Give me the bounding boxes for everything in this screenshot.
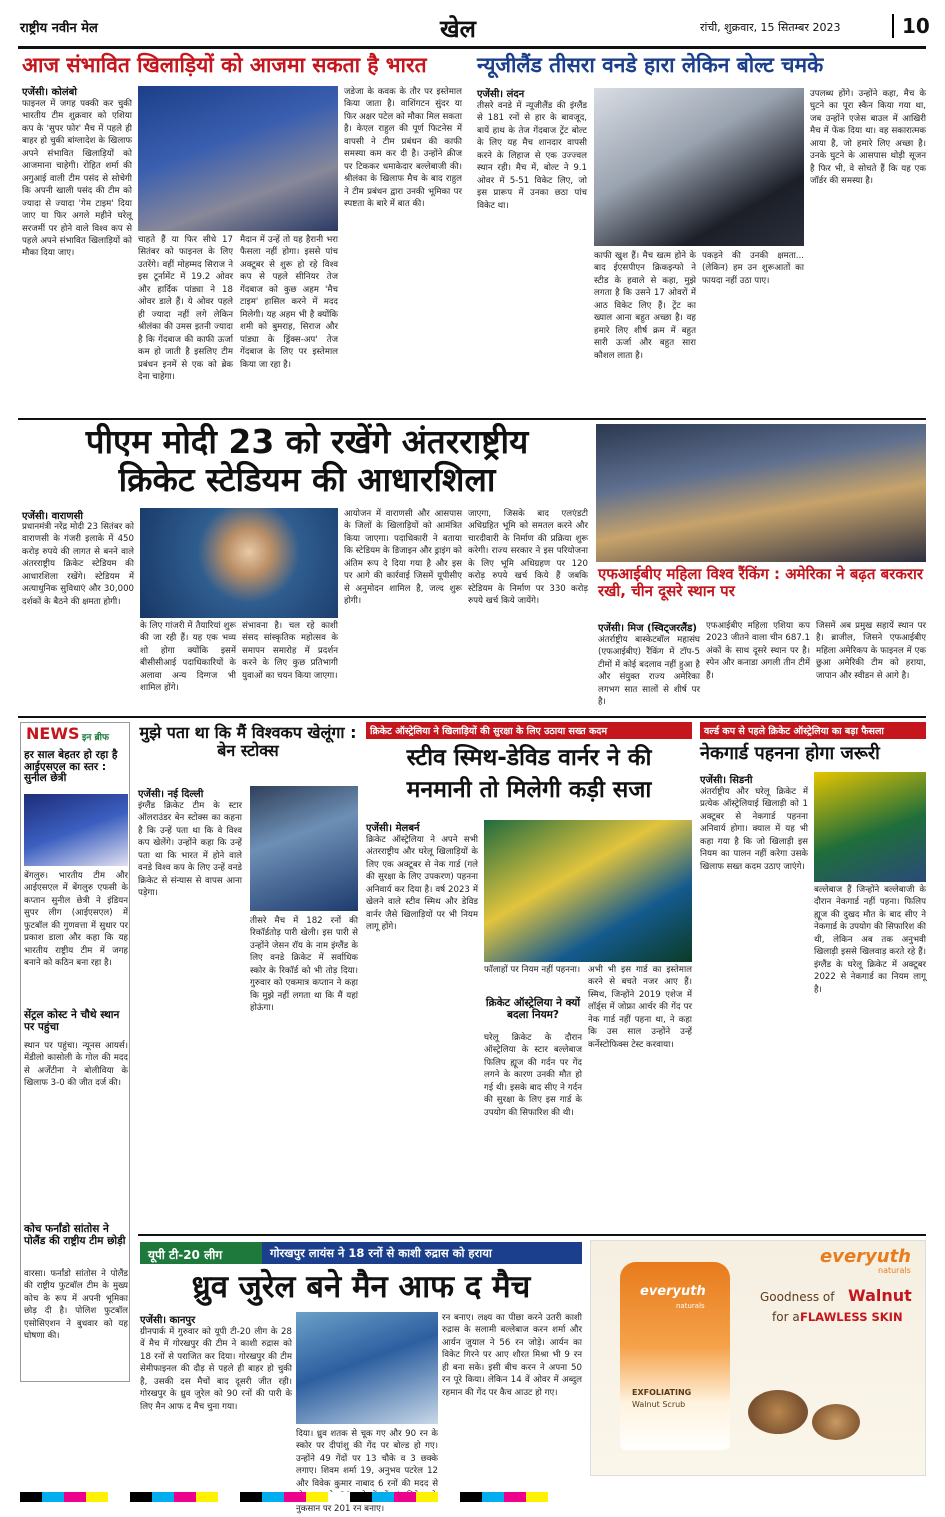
bolt-col1: तीसरे वनडे में न्यूजीलैंड की इंग्लैंड से 181 रनों से हार के बावजूद, बायें हाथ के तेज गेंदबाज ट्रेंट बोल्ट के लिए यह मैच शानदार वापसी करने के लिहाज से एक उज्ज्वल स्थान रही। मैच में, बोल्ट ने 9.1 ओवर में 5-51 विकेट लिए, जो इस प्रारूप में उनका छठा पांच विकेट था। [477, 101, 587, 211]
australia-team-photo [814, 772, 926, 882]
smith-subhead: क्रिकेट ऑस्ट्रेलिया ने क्यों बदला नियम? [485, 997, 581, 1021]
smith-caption: फॉलाहों पर नियम नहीं पहनना। [484, 965, 581, 975]
modi-byline: एजेंसी। वाराणसी [22, 511, 83, 522]
masthead-rule [18, 46, 926, 49]
fiba-headline: एफआईबीए महिला विश्व रैंकिंग : अमेरिका ने बढ़त बरकरार रखी, चीन दूसरे स्थान पर [598, 565, 923, 600]
brief2-headline: सेंट्रल कोस्ट ने चौथे स्थान पर पहुंचा [24, 1009, 120, 1033]
stokes-col2: तीसरे मैच में 182 रनों की रिकॉर्डतोड़ पारी खेली। इस पारी से उन्होंने जेसन रॉय के नाम इंग्लैंड के लिए वनडे क्रिकेट में सर्वाधिक स्कोर के रिकॉर्ड को भी तोड़ दिया। गुरुवार को एकमात्र कप्तान ने कहा कि मुझे नहीं लगता था कि मैं यहां होऊंगा। [250, 916, 358, 1014]
ad-tagline-suffix: FLAWLESS SKIN [800, 1310, 903, 1324]
modi-col4: आयोजन में वाराणसी और आसपास के जिलों के खिलाड़ियों को आमंत्रित किया जाएगा। पदाधिकारी ने बताया कि स्टेडियम के डिजाइन और ड्राइंग को अंतिम रूप दे दिया गया है और इस पर आगे की कार्रवाई जिसमें यूपीसीए से अनुमोदन शामिल है, जल्द शुरू होगी। [344, 509, 462, 607]
tube-brand-sub: naturals [676, 1302, 705, 1310]
walnut-image [812, 1404, 860, 1440]
color-registration-bar [20, 1492, 925, 1502]
bolt-col2: काफी खुश हैं। मैच खत्म होने के बाद ईएसपीएन क्रिकइन्फो ने स्टीड के हवाले से कहा, मुझे लगता है कि उसने 17 ओवरों में आठ विकेट लिए हैं। ट्रेंट का ख्याल आना बहुत अच्छा है। वह हमारे लिए शीर्ष क्रम में बहुत सारी ऊर्जा और बहुत सारा कौशल लाता है। [594, 251, 696, 361]
fiba-col2: एफआईबीए महिला एशिया कप 2023 जीतने वाला चीन 687.1 अंकों के साथ दूसरे स्थान पर है। स्पेन और कनाडा अगली तीन टीमें हैं। [706, 621, 810, 681]
asia-col3: मैदान में उन्हें तो यह हैरानी भरा फैसला नहीं होगा। इससे पांच अक्टूबर से शुरू हो रहे विश्व कप से पहले सीनियर तेज गेंदबाज को कुछ अहम 'मैच टाइम' हासिल करने में मदद मिलेगी। यह अहम भी है क्योंकि शमी को बुमराह, सिराज और पांड्या के ड्रिंक्स-अप' तेज गेंदबाज के लिए पर इस्तेमाल किया जा रहा है। [240, 235, 338, 370]
bolt-byline: एजेंसी। लंदन [477, 89, 525, 100]
bolt-caption: पकड़ने की उनकी क्षमता... (लेकिन) हम उन शुरूआतों का फायदा नहीं उठा पाए। [702, 251, 804, 286]
paper-name: राष्ट्रीय नवीन मेल [20, 21, 98, 36]
asia-headline: आज संभावित खिलाड़ियों को आजमा सकता है भारत [22, 53, 427, 77]
news-brief-subtitle: इन ब्रीफ [82, 733, 109, 743]
neckguard-kicker: वर्ल्ड कप से पहले क्रिकेट ऑस्ट्रेलिया का बड़ा फैसला [700, 722, 926, 739]
asia-col4: जडेजा के कवक के तौर पर इस्तेमाल किया जाता है। वाशिंगटन सुंदर या फिर अक्षर पटेल को मौका मिल सकता है। केएल राहुल की पूर्ण फिटनेस में वापसी ने टीम प्रबंधन की काफी समस्या कम कर दी है। उन्होंने क्रीज पर टिककर धमाकेदार बल्लेबाजी की। श्रीलंका के खिलाफ मैच के बाद राहुल ने टीम प्रबंधन द्वारा उनकी भूमिका पर स्पष्टता के बारे में बात की। [344, 87, 462, 210]
ad-tagline-highlight: Walnut [848, 1286, 912, 1305]
bolt-col3: उपलब्ध होंगे। उन्होंने कहा, मैच के घुटने का पूरा स्कैन किया गया था, जब उन्होंने एजेस बाउल में आखिरी मैच में फेंक दिया था। वह सकारात्मक आया है, जो हमारे लिए अच्छा है। उनके घुटने के आसपास थोड़ी सूजन है फिर भी, वे सोचते हैं कि यह एक जॉर्डर की समस्या है। [810, 89, 926, 187]
ad-brand-sub: naturals [878, 1266, 911, 1275]
tube-line1: EXFOLIATING [632, 1388, 692, 1397]
smith-col3: अभी भी इस गार्ड का इस्तेमाल करने से बचते नजर आए हैं। स्मिथ, जिन्होंने 2019 एशेज में लॉर्ड्स में जोफ्रा आर्चर की गेंद पर नेक गार्ड नहीं पहना था, ने कहा कि उस साल उन्होंने उन्हें कर्नेस्टोफिक्स टेस्ट करवाया। [588, 965, 692, 1050]
jurel-headline: ध्रुव जुरेल बने मैन आफ द मैच [191, 1269, 531, 1305]
stokes-headline: मुझे पता था कि मैं विश्वकप खेलूंगा : बेन स्टोक्स [139, 723, 357, 760]
neckguard-headline: नेकगार्ड पहनना होगा जरूरी [700, 743, 880, 764]
stokes-byline: एजेंसी। नई दिल्ली [138, 789, 204, 800]
neckguard-byline: एजेंसी। सिडनी [700, 775, 753, 786]
stokes-photo [250, 786, 358, 911]
ad-brand: everyuth [820, 1246, 911, 1267]
modi-headline-line1: पीएम मोदी 23 को रखेंगे अंतरराष्ट्रीय [85, 422, 529, 461]
brief2-body: स्थान पर पहुंचा। न्यूनस आयर्स। मेंडीलो कासोली के गोल की मदद से अर्जेंटीना ने बोलीविया के खिलाफ 3-0 की जीत दर्ज की। [24, 1041, 128, 1089]
smith-warner-photo [484, 820, 692, 962]
divider [18, 418, 926, 420]
modi-col3: संभावना है। चल रहे काशी संसद सांस्कृतिक महोत्सव के समापन समारोह में प्रदर्शन करने के लिए कुछ प्रतिभागी युवाओं का चयन किया जाएगा। [242, 621, 338, 681]
neckguard-col2: बल्लेबाज हैं जिन्होंने बल्लेबाजी के दौरान नेकगार्ड नहीं पहना। फिलिप ह्यूज की दुखद मौत के बाद सीए ने नेकगार्ड के उपयोग की सिफारिश की थी, लेकिन अब तक अनुभवी खिलाड़ी इससे खिलवाड़ करते रहे हैं। इंग्लैंड के घरेलू क्रिकेट में अक्टूबर 2022 से नेकगार्ड का नियम लागू है। [814, 885, 926, 995]
page-number: 10 [892, 14, 930, 38]
modi-col1: प्रधानमंत्री नरेंद्र मोदी 23 सितंबर को वाराणसी के गंजरी इलाके में 450 करोड़ रुपये की लागत से बनने वाले अंतरराष्ट्रीय क्रिकेट स्टेडियम की आधारशिला रखेंगे। स्टेडियम में अत्याधुनिक सुविधाएं और 30,000 दर्शकों के बैठने की क्षमता होगी। [22, 522, 134, 607]
modi-headline-line2: क्रिकेट स्टेडियम की आधारशिला [118, 460, 496, 499]
smith-headline-line1: स्टीव स्मिथ-डेविड वार्नर ने की [406, 745, 652, 771]
fiba-col1: अंतर्राष्ट्रीय बास्केटबॉल महासंघ (एफआईबीए) रैंकिंग में टॉप-5 टीमों में कोई बदलाव नहीं हुआ है और संयुक्त राज्य अमेरिका लगभग सात सालों से शीर्ष पर है। [598, 635, 700, 708]
india-team-photo [138, 86, 338, 231]
jurel-col3: रन बनाए। लक्ष्य का पीछा करने उतरी काशी रुद्रास के सलामी बल्लेबाज करन शर्मा और आर्यन जुयाल ने 56 रन जोड़े। आर्यन का विकेट गिरने पर आए शौरत मिश्रा भी 9 रन ही बना सके। इसी बीच करन ने अपना 50 रन पूरे किया। लेकिन 14 वें ओवर में अब्दुल रहमान की गेंद पर कैच आउट हो गए। [442, 1313, 582, 1398]
brief3-body: वारसा। फर्नांडो सांतोस ने पोलैंड की राष्ट्रीय फुटबॉल टीम के मुख्य कोच के रूप में अपनी भूमिका छोड़ दी है। पोलिश फुटबॉल एसोसिएशन ने बुधवार को यह घोषणा की। [24, 1269, 128, 1342]
fiba-byline: एजेंसी। मिज (स्विट्जरलैंड) [598, 623, 697, 634]
divider [18, 716, 926, 718]
section-title: खेल [440, 15, 476, 43]
walnut-image [748, 1390, 808, 1434]
jurel-col1: ग्रीनपार्क में गुरुवार को यूपी टी-20 लीग के 28 वें मैच में गोरखपुर की टीम ने काशी रुद्रास को 18 रनों से पराजित कर दिया। गोरखपुर की टीम सेमीफाइनल की दौड़ से पहले ही बाहर हो चुकी है, उसकी दस मैचों बाद दूसरी जीत रही। गोरखपुर के ध्रुव जुरेल को 90 रनों की पारी के लिए मैन आफ द मैच चुना गया। [140, 1327, 292, 1412]
brief3-headline: कोच फर्नांडो सांतोस ने पोलैंड की राष्ट्रीय टीम छोड़ी [24, 1223, 126, 1247]
smith-col1: क्रिकेट ऑस्ट्रेलिया ने अपने सभी अंतरराष्ट्रीय और घरेलू खिलाड़ियों के लिए एक अक्टूबर से नेक गार्ड (गले की सुरक्षा के लिए उपकरण) पहनना अनिवार्य कर दिया है। वर्ष 2023 में खेलने वाले स्टीव स्मिथ और डेविड वार्नर जैसे खिलाड़ियों पर भी नियम लागू होंगे। [366, 835, 478, 933]
bolt-photo [594, 88, 804, 246]
modi-photo [140, 508, 338, 618]
chhetri-photo [24, 794, 128, 866]
basketball-photo [596, 424, 926, 562]
jurel-strap: गोरखपुर लायंस ने 18 रनों से काशी रुद्रास को हराया [262, 1242, 582, 1264]
neckguard-col1: अंतर्राष्ट्रीय और घरेलू क्रिकेट में प्रत्येक ऑस्ट्रेलियाई खिलाड़ी को 1 अक्टूबर से नेकगार्ड पहनना अनिवार्य होगा। क्याल में यह भी कहा गया है कि जो खिलाड़ी इस नियम का पालन नहीं करेगा उसके खिलाफ सख्त कदम उठाए जाएंगे। [700, 787, 808, 872]
news-brief-title: NEWS [26, 724, 80, 743]
modi-col5: जाएगा, जिसके बाद एलएंडटी अधिग्रहित भूमि को समतल करने और चारदीवारी के निर्माण की प्रक्रिया शुरू करेगी। राज्य सरकार ने इस परियोजना के लिए भूमि अधिग्रहण पर 120 करोड़ रुपये खर्च किये हैं जबकि स्टेडियम के निर्माण पर 330 करोड़ रुपये खर्च किये जायेंगे। [468, 509, 588, 607]
dateline: रांची, शुक्रवार, 15 सितम्बर 2023 [700, 21, 841, 34]
asia-byline: एजेंसी। कोलंबो [22, 87, 77, 98]
stokes-col1: इंग्लैंड क्रिकेट टीम के स्टार ऑलराउंडर बेन स्टोक्स का कहना है कि उन्हें पता था कि वे विश्व कप खेलेंगे। उन्होंने कहा कि उन्हें पता था कि भारत में होने वाले वनडे विश्व कप के लिए उन्हें वनडे क्रिकेट से संन्यास से वापस आना पड़ेगा। [138, 801, 242, 899]
tube-line2: Walnut Scrub [632, 1400, 686, 1409]
fiba-col3: जिसमें अब प्रमुख सहायें स्थान पर है। ब्राजील, जिसने एफआईबीए महिला अमेरिकप के फाइनल में एक छुआ अमेरिकी टीम को हराया, जापान और स्वीडन से आगे है। [816, 621, 926, 681]
ad-tagline-prefix: Goodness of [760, 1290, 835, 1304]
modi-col2: के लिए गांजरी में तैयारियां शुरू की जा रही हैं। यह एक भव्य शो होगा क्योंकि इसमें बीसीसीआई पदाधिकारियों के अलावा अन्य दिग्गज भी शामिल होंगे। [140, 621, 236, 694]
divider [138, 1234, 926, 1236]
smith-col2: घरेलू क्रिकेट के दौरान ऑस्ट्रेलिया के स्टार बल्लेबाज फिलिप ह्यूज की गर्दन पर गेंद लगने के कारण उनकी मौत हो गई थी। इसके बाद सीए ने गर्दन की सुरक्षा के लिए इस गार्ड के उपयोग की सिफारिश की थी। [484, 1033, 582, 1118]
smith-headline-line2: मनमानी तो मिलेगी कड़ी सजा [406, 777, 652, 803]
asia-col2: चाहते हैं या फिर सीधे 17 सितंबर को फाइनल के लिए उतरेंगे। वहीं मोहम्मद सिराज ने इस टूर्नामेंट में 19.2 ओवर और हार्दिक पांड्या ने 18 ओवर डाले हैं। ये ओवर पहले ही ज्यादा नहीं लगे लेकिन श्रीलंका की उमस इतनी ज्यादा है कि गेंदबाज की काफी ऊर्जा कम हो जाती है इसलिए टीम प्रबंधन इनमें से एक को ब्रेक देना चाहेगा। [138, 235, 233, 382]
jurel-byline: एजेंसी। कानपुर [140, 1315, 196, 1326]
ad-tagline-for: for a [772, 1310, 800, 1324]
smith-byline: एजेंसी। मेलबर्न [366, 823, 420, 834]
jurel-col2: दिया। ध्रुव शतक से चूक गए और 90 रन के स्कोर पर दीपांशु की गेंद पर बोल्ड हो गए। उन्होंने 49 गेंदों पर 13 चौके व 3 छक्के लगाए। शिवम शर्मा 19, अनुभव पटरेल 12 और विवेक कुमार नाबाद 6 रनों की मदद से नुकसान पर 201 रन बनाए। [296, 1429, 438, 1514]
jurel-photo [296, 1312, 438, 1424]
smith-kicker: क्रिकेट ऑस्ट्रेलिया ने खिलाड़ियों की सुरक्षा के लिए उठाया सख्त कदम [366, 722, 692, 739]
tube-brand: everyuth [640, 1284, 706, 1299]
asia-lede: फाइनल में जगह पक्की कर चुकी भारतीय टीम शुक्रवार को एशिया कप के 'सुपर फोर' मैच में पहले ही बाहर हो चुकी बांग्लादेश के खिलाफ अपने संभावित खिलाड़ियों को आजमाना चाहेगी। रोहित शर्मा की अगुआई वाली टीम पसंद से सोचेगी कि अपनी खाली पसंद की टीम को ज्यादा से ज्यादा 'गेम टाइम' दिया जाए या फिर अगले महीने घरेलू सरजमीं पर होने वाले विश्व कप से पहले अपने संभावित खिलाड़ियों को मौका दिया जाए। [22, 99, 132, 259]
jurel-league-tag: यूपी टी-20 लीग [140, 1242, 262, 1264]
brief1-headline: हर साल बेहतर हो रहा है आईएसएल का स्तर : सुनील छेत्री [24, 749, 118, 785]
bolt-headline: न्यूजीलैंड तीसरा वनडे हारा लेकिन बोल्ट चमके [477, 53, 824, 77]
brief1-body: बेंगलुरु। भारतीय टीम और आईएसएल में बेंगलुरु एफसी के कप्तान सुनील छेत्री ने इंडियन सुपर लीग (आईएसएल) में फुटबॉल की गुणवत्ता में सुधार पर प्रकाश डाला और कहा कि यह भारतीय राष्ट्रीय टीम में जगह बनाने को कठिन बना रहा है। [24, 871, 128, 969]
